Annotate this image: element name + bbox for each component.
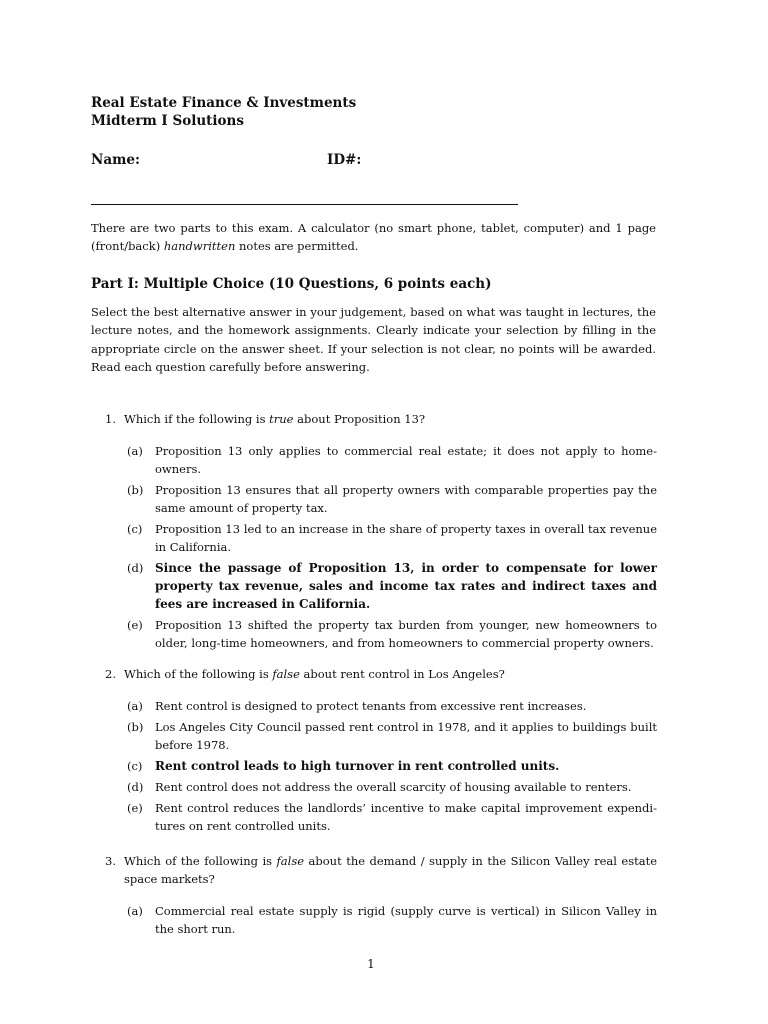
stem-emphasis: true (269, 412, 294, 426)
option-text: Rent control does not address the overall scarcity of housing available to renters. (155, 780, 632, 794)
option-label: (a) (127, 699, 143, 713)
name-label: Name: (91, 152, 140, 168)
question-number: 3. (105, 854, 116, 868)
option-label: (e) (127, 801, 143, 815)
stem-emphasis: false (276, 854, 305, 868)
id-label: ID#: (327, 152, 362, 168)
option-label: (a) (127, 444, 143, 458)
option-c (127, 520, 657, 556)
option-label: (b) (127, 720, 144, 734)
option-label: (d) (127, 780, 144, 794)
question-stem (124, 852, 657, 888)
option-text: Rent control reduces the landlords’ incentive to make capital improvement expendi-tures on rent controlled units. (155, 801, 657, 833)
stem-text: Which if the following is (124, 412, 270, 426)
option-label: (d) (127, 561, 144, 575)
question-3-options (127, 902, 657, 941)
question-2-options (127, 697, 657, 838)
question-1-options (127, 442, 657, 655)
exam-title: Midterm I Solutions (91, 113, 244, 129)
option-text: Rent control is designed to protect tenants from excessive rent increases. (155, 699, 587, 713)
option-text: Proposition 13 only applies to commercial real estate; it does not apply to home-owners. (155, 444, 657, 476)
option-text: Since the passage of Proposition 13, in order to compensate for lower property tax revenue, sales and income tax rates and indirect taxes and fees are increased in California. (155, 561, 657, 611)
option-a (127, 697, 657, 715)
option-label: (e) (127, 618, 143, 632)
title-block (91, 94, 356, 130)
option-text: Proposition 13 led to an increase in the share of property taxes in overall tax revenue in California. (155, 522, 657, 554)
question-number: 1. (105, 412, 116, 426)
option-text: Rent control leads to high turnover in rent controlled units. (155, 759, 560, 773)
option-d-correct-answer (127, 559, 657, 613)
stem-emphasis: false (272, 667, 300, 681)
option-c-correct-answer (127, 757, 657, 775)
option-e (127, 616, 657, 652)
stem-text: Which of the following is (124, 854, 277, 868)
option-e (127, 799, 657, 835)
part-heading: Part I: Multiple Choice (10 Questions, 6 points each) (91, 276, 492, 292)
option-text: Proposition 13 shifted the property tax burden from younger, new homeowners to older, long-time homeowners, and from homeowners to commercial property owners. (155, 618, 657, 650)
stem-text: about the demand / supply in the Silicon Valley real estate space markets? (124, 854, 658, 886)
stem-text: Which of the following is (124, 667, 273, 681)
option-text: Proposition 13 ensures that all property owners with comparable properties pay the same amount of property tax. (155, 483, 657, 515)
stem-text: about rent control in Los Angeles? (299, 667, 505, 681)
option-b (127, 718, 657, 754)
option-label: (c) (127, 522, 143, 536)
question-number: 2. (105, 667, 116, 681)
option-text: Commercial real estate supply is rigid (supply curve is vertical) in Silicon Valley in the short run. (155, 904, 657, 936)
intro-emphasis: handwritten (163, 239, 236, 253)
option-a (127, 442, 657, 478)
intro-text-after: notes are permitted. (235, 239, 359, 253)
intro-paragraph (91, 219, 656, 255)
option-text: Los Angeles City Council passed rent control in 1978, and it applies to buildings built before 1978. (155, 720, 657, 752)
option-label: (a) (127, 904, 143, 918)
option-label: (c) (127, 759, 143, 773)
intro-text-before: There are two parts to this exam. A calculator (no smart phone, tablet, computer) and 1 page (front/back) (91, 221, 656, 253)
instructions-paragraph: Select the best alternative answer in your judgement, based on what was taught in lectures, the lecture notes, and the homework assignments. Clearly indicate your selection by filling in the appropriate circle on the answer sheet. If your selection is not clear, no points will be awarded. Read each question carefully before answering. (91, 305, 656, 374)
name-id-row (91, 152, 362, 168)
option-d (127, 778, 657, 796)
course-title: Real Estate Finance & Investments (91, 95, 357, 111)
horizontal-rule (91, 204, 518, 205)
option-label: (b) (127, 483, 144, 497)
page-number: 1 (367, 957, 375, 971)
question-stem (124, 665, 657, 683)
stem-text: about Proposition 13? (293, 412, 426, 426)
option-a (127, 902, 657, 938)
question-stem (124, 410, 657, 428)
option-b (127, 481, 657, 517)
